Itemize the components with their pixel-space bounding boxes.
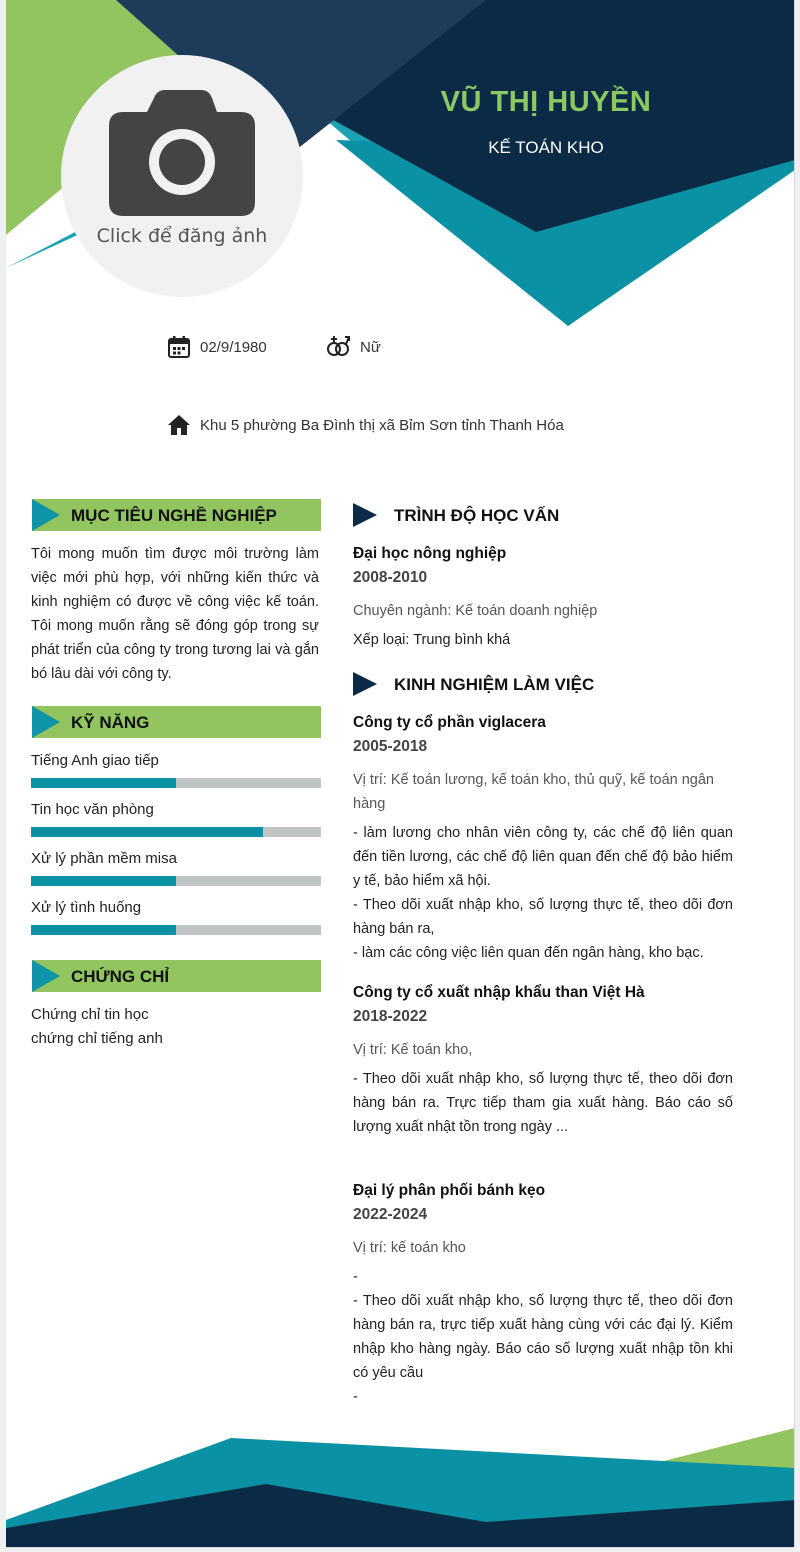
skill-label: Tiếng Anh giao tiếp: [31, 752, 159, 769]
skill-label: Xử lý phần mềm misa: [31, 850, 177, 867]
triangle-icon: [32, 706, 60, 738]
skill-label: Tin học văn phòng: [31, 801, 154, 818]
skill-label: Xử lý tình huống: [31, 899, 142, 916]
triangle-icon: [32, 499, 60, 531]
objective-title: MỤC TIÊU NGHỀ NGHIỆP: [71, 506, 277, 525]
company-name: Đại lý phân phối bánh kẹo: [353, 1182, 546, 1199]
gender-info: [326, 335, 381, 359]
job-description: - Theo dõi xuất nhập kho, số lượng thực tế, theo dõi đơn hàng bán ra. Trực tiếp tham gia xuất hàng. Báo cáo số lượng xuất nhật tồn trong ngày ...: [353, 1071, 733, 1135]
skill-bar: [31, 925, 321, 935]
candidate-name: VŨ THỊ HUYỀN: [440, 86, 652, 118]
skill-bar: [31, 827, 321, 837]
gender-text: Nữ: [360, 338, 381, 356]
cv-page: [6, 0, 795, 1548]
company-name: Công ty cổ phần viglacera: [353, 714, 546, 731]
job-title: KẾ TOÁN KHO: [488, 138, 604, 157]
skill-bar-fill: [31, 925, 176, 935]
school-name: Đại học nông nghiệp: [353, 545, 507, 562]
skill-bar-fill: [31, 778, 176, 788]
certificate-item: chứng chỉ tiếng anh: [31, 1030, 163, 1047]
job-block: [353, 1182, 733, 1409]
job-period: 2005-2018: [353, 738, 428, 755]
certificate-item: Chứng chỉ tin học: [31, 1006, 149, 1023]
gender-icon: [326, 335, 350, 359]
job-period: 2018-2022: [353, 1008, 428, 1025]
job-block: [353, 714, 733, 965]
education-period: 2008-2010: [353, 569, 428, 586]
job-position: Vị trí: Kế toán lương, kế toán kho, thủ quỹ, kế toán ngân hàng: [353, 772, 714, 812]
skill-bar: [31, 778, 321, 788]
triangle-icon: [353, 503, 377, 527]
skills-heading: [32, 706, 321, 738]
job-position: Vị trí: kế toán kho: [353, 1240, 466, 1256]
calendar-icon: [168, 336, 190, 358]
company-name: Công ty cổ xuất nhập khẩu than Việt Hà: [353, 984, 645, 1001]
triangle-icon: [32, 960, 60, 992]
education-title: TRÌNH ĐỘ HỌC VẤN: [394, 506, 560, 525]
job-block: [353, 984, 733, 1139]
skill-bar: [31, 876, 321, 886]
birthday-info: [168, 336, 267, 358]
address-text: Khu 5 phường Ba Đình thị xã Bỉm Sơn tỉnh Thanh Hóa: [200, 416, 564, 434]
certificates-heading: [32, 960, 321, 992]
certificates-title: CHỨNG CHỈ: [71, 967, 170, 986]
skills-title: KỸ NĂNG: [71, 713, 150, 732]
birthday-text: 02/9/1980: [200, 338, 267, 356]
job-period: 2022-2024: [353, 1206, 428, 1223]
skill-bar-fill: [31, 827, 263, 837]
photo-label: Click để đăng ảnh: [96, 225, 268, 247]
job-position: Vị trí: Kế toán kho,: [353, 1042, 473, 1058]
experience-title: KINH NGHIỆM LÀM VIỆC: [394, 675, 595, 694]
education-grade: Xếp loại: Trung bình khá: [353, 632, 511, 648]
skill-bar-fill: [31, 876, 176, 886]
job-description: - - Theo dõi xuất nhập kho, số lượng thực tế, theo dõi đơn hàng bán ra, trực tiếp xuất hàng cùng với các đại lý. Kiểm nhập kho hàng ngày. Báo cáo số lượng xuất nhập tồn khi có yêu cầu -: [353, 1269, 733, 1405]
job-description: - làm lương cho nhân viên công ty, các chế độ liên quan đến tiền lương, các chế độ liên quan đến chế độ bảo hiểm y tế, bảo hiểm xã hội. - Theo dõi xuất nhập kho, số lượng thực tế, theo dõi đơn hàng bán ra, - làm các công việc liên quan đến ngân hàng, kho bạc.: [353, 825, 733, 961]
triangle-icon: [353, 672, 377, 696]
education-major: Chuyên ngành: Kế toán doanh nghiệp: [353, 603, 598, 619]
address-info: [168, 414, 564, 436]
camera-icon: [109, 90, 255, 218]
objective-heading: [32, 499, 321, 531]
education-block: [353, 545, 733, 652]
objective-text: Tôi mong muốn tìm được môi trường làm việc mới phù hợp, với những kiến thức và kinh nghiệm có được về công việc kế toán. Tôi mong muốn rằng sẽ đóng góp trong sự phát triển của công ty trong tương lai và gắn bó lâu dài với công ty.: [31, 546, 319, 682]
home-icon: [168, 414, 190, 436]
photo-upload[interactable]: [61, 55, 303, 297]
